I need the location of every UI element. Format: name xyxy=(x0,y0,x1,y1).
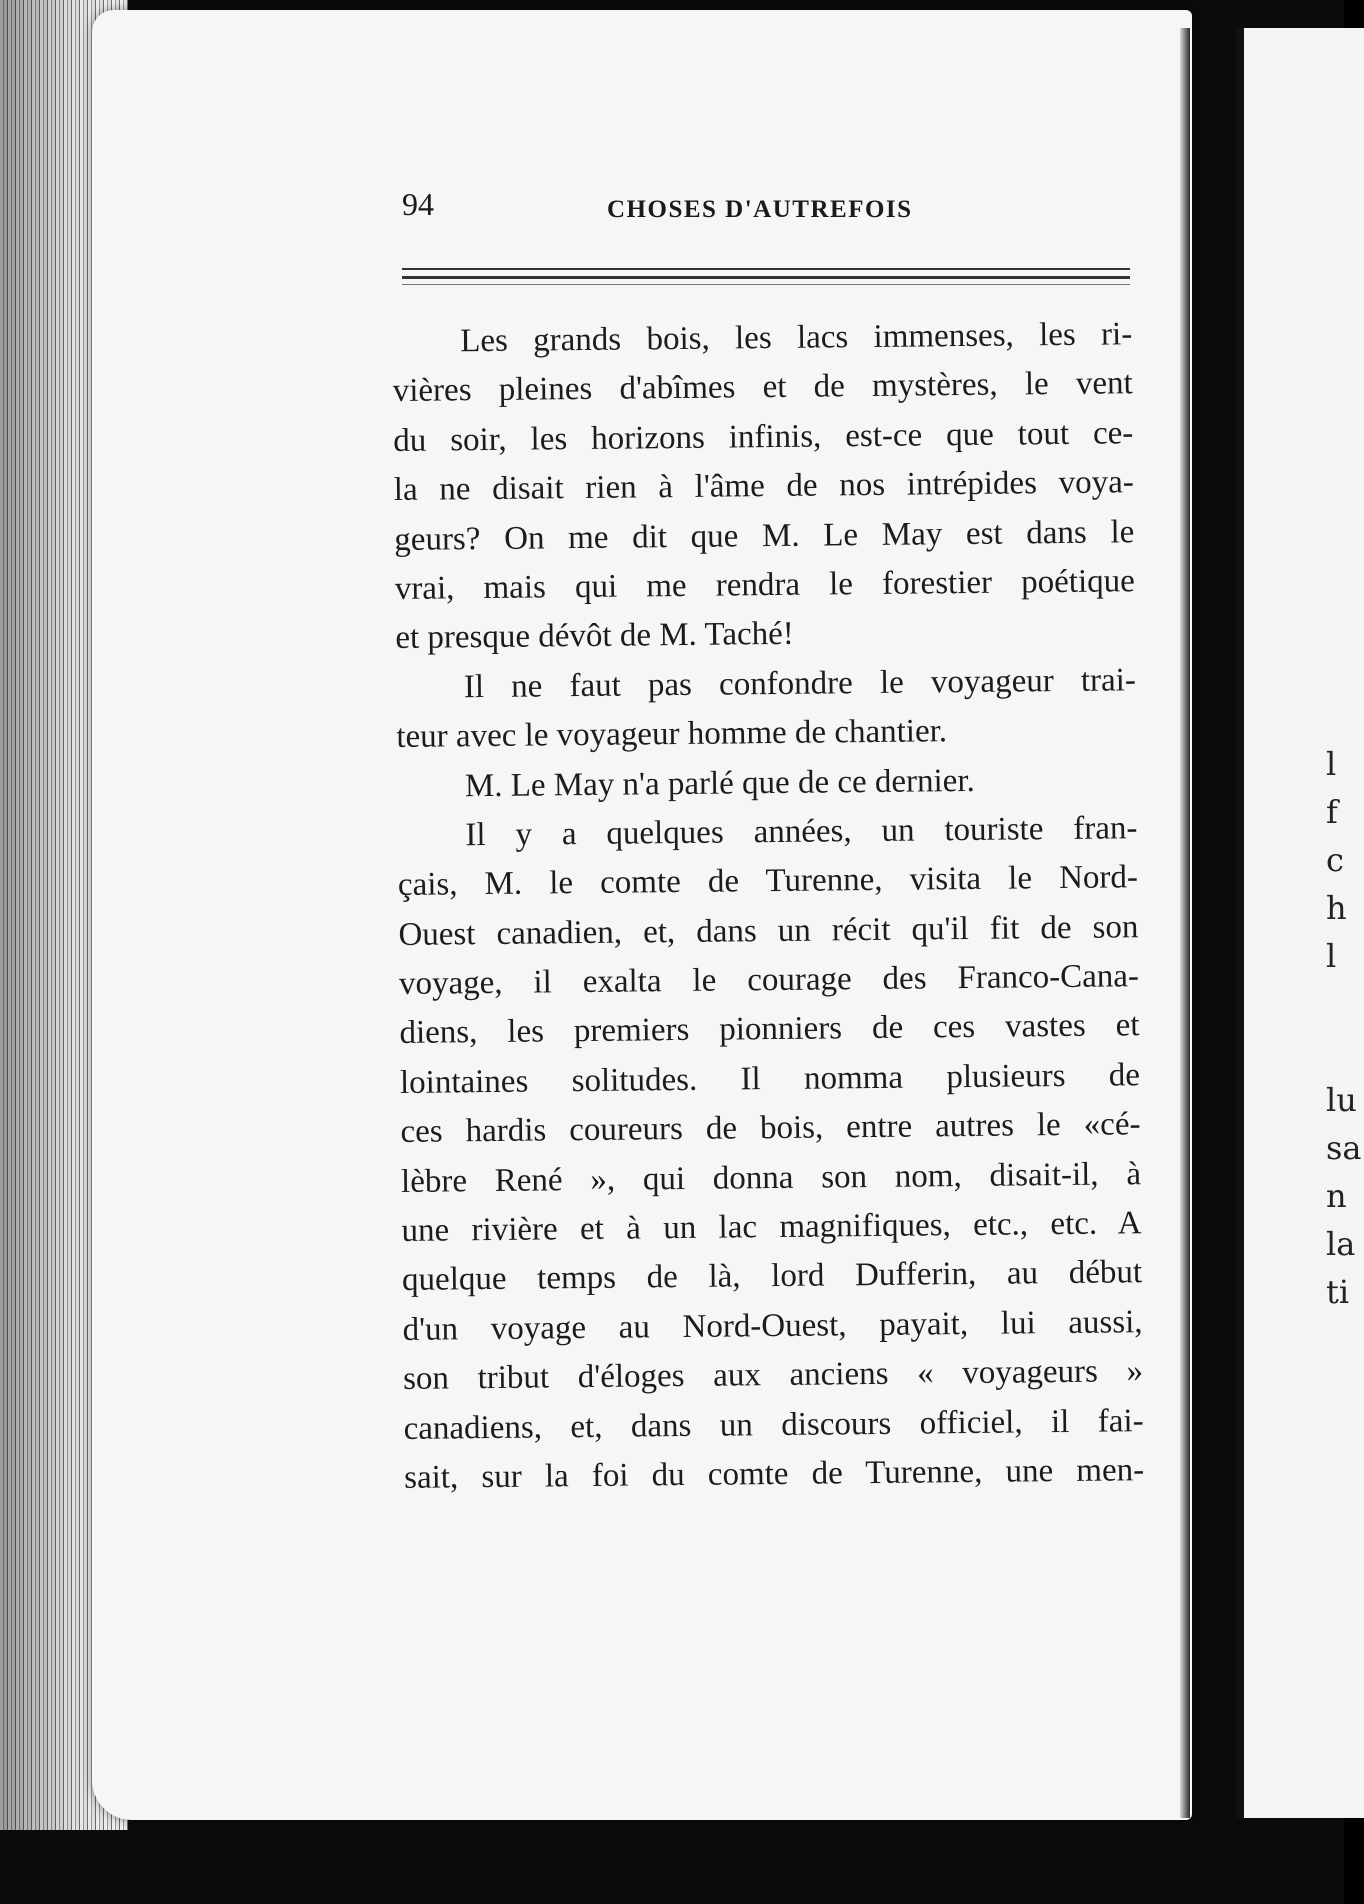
text-line: Ouest canadien, et, dans un récit qu'il fit de son xyxy=(398,908,1139,953)
fragment: f xyxy=(1326,793,1338,831)
fragment: la xyxy=(1326,1225,1356,1263)
text-line: voyage, il exalta le courage des Franco-Cana- xyxy=(398,958,1140,1003)
fragment: n xyxy=(1326,1177,1347,1215)
text-line: lointaines solitudes. Il nomma plusieurs de xyxy=(399,1057,1141,1101)
fragment: ti xyxy=(1326,1273,1350,1311)
header-rule xyxy=(402,276,1130,279)
text-line: sait, sur la foi du comte de Turenne, une men- xyxy=(403,1452,1145,1496)
text-line: diens, les premiers pionniers de ces vastes et xyxy=(399,1007,1140,1052)
page-number: 94 xyxy=(402,186,434,222)
text-line: teur avec le voyageur homme de chantier. xyxy=(396,713,948,756)
text-line: la ne disait rien à l'âme de nos intrépides voya- xyxy=(393,464,1134,509)
text-line: du soir, les horizons infinis, est-ce que tout ce- xyxy=(393,415,1134,459)
text-line: Il ne faut pas confondre le voyageur trai- xyxy=(463,661,1137,706)
page-header xyxy=(402,186,1132,226)
fragment: h xyxy=(1326,889,1347,927)
text-line: quelque temps de là, lord Dufferin, au début xyxy=(401,1254,1143,1299)
text-line: M. Le May n'a parlé que de ce dernier. xyxy=(464,762,975,804)
text-line: son tribut d'éloges aux anciens « voyageurs » xyxy=(402,1353,1144,1398)
facing-page-text-fragments xyxy=(1326,740,1362,1316)
fragment: c xyxy=(1326,841,1344,879)
text-line: d'un voyage au Nord-Ouest, payait, lui aussi, xyxy=(402,1304,1143,1348)
fragment: l xyxy=(1326,745,1337,783)
text-line: ces hardis coureurs de bois, entre autres le «cé- xyxy=(400,1106,1141,1151)
text-line: vrai, mais qui me rendra le forestier poétique xyxy=(394,563,1135,607)
fragment: l xyxy=(1326,937,1337,975)
text-line: lèbre René », qui donna son nom, disait-il, à xyxy=(400,1155,1142,1200)
fragment: lu xyxy=(1326,1081,1357,1119)
running-title: CHOSES D'AUTREFOIS xyxy=(607,196,913,223)
page-gutter xyxy=(1180,28,1190,1818)
text-line: çais, M. le comte de Turenne, visita le Nord- xyxy=(397,859,1139,904)
fragment: sa xyxy=(1326,1129,1362,1167)
text-line: Il y a quelques années, un touriste fran- xyxy=(465,810,1138,854)
body-text xyxy=(392,310,1144,1503)
text-line: vières pleines d'abîmes et de mystères, le vent xyxy=(392,365,1133,410)
text-line: Les grands bois, les lacs immenses, les ri- xyxy=(460,316,1133,360)
text-line: canadiens, et, dans un discours officiel, il fai- xyxy=(403,1402,1144,1447)
header-rule xyxy=(402,268,1130,270)
text-line: et presque dévôt de M. Taché! xyxy=(395,616,794,657)
text-line: geurs? On me dit que M. Le May est dans le xyxy=(394,513,1135,558)
text-line: une rivière et à un lac magnifiques, etc., etc. A xyxy=(401,1205,1142,1249)
header-rule xyxy=(402,284,1130,285)
fragment xyxy=(1326,980,1346,1028)
fragment xyxy=(1326,1028,1346,1076)
